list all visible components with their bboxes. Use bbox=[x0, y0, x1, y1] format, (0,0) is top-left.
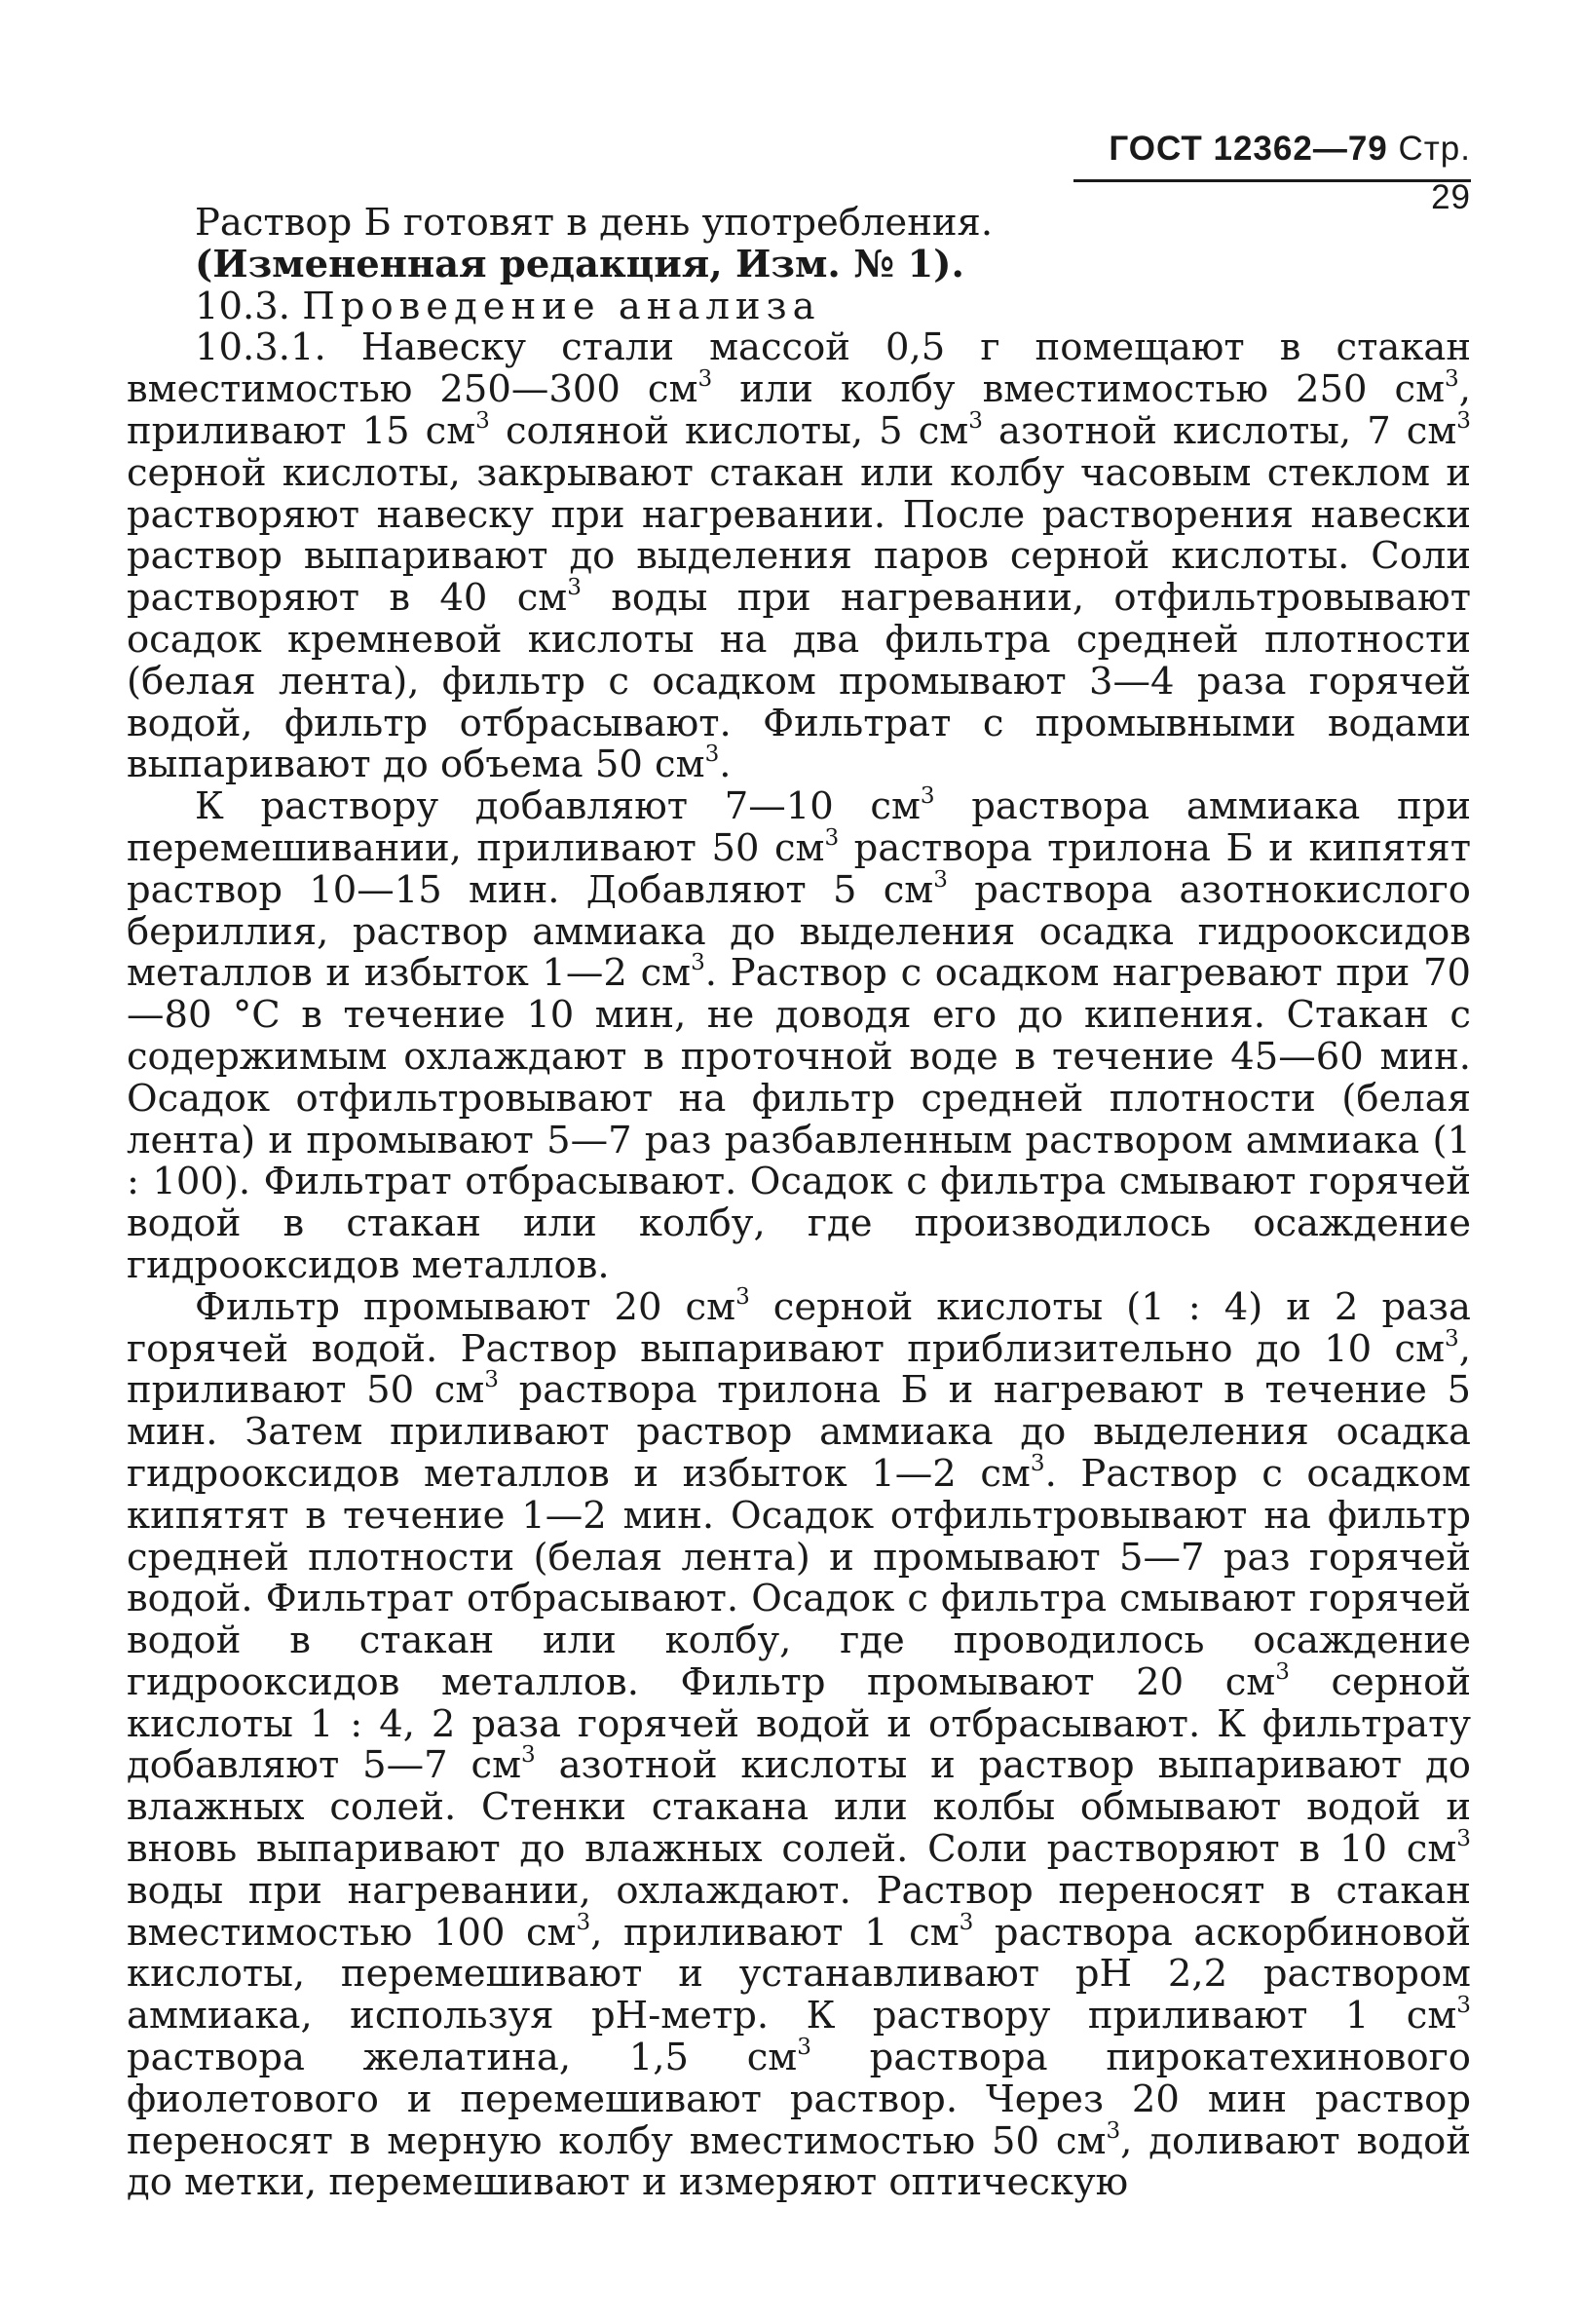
document-body bbox=[127, 203, 1471, 2204]
amendment-note: (Измененная редакция, Изм. № 1). bbox=[195, 242, 964, 286]
paragraph-10-3-1: 10.3.1. Навеску стали массой 0,5 г помещают в стакан вместимостью 250—300 $см^3$ или колбу вместимостью 250 $см^3$, приливают 15 $см^3$ соляной кислоты, 5 $см^3$ азотной кислоты, 7 $см^3$ серной кислоты, закрывают стакан или колбу часовым стеклом и растворяют навеску при нагревании. После растворения навески раствор выпаривают до выделения паров серной кислоты. Соли растворяют в 40 $см^3$ воды при нагревании, отфильтровывают осадок кремневой кислоты на два фильтра средней плотности (белая лента), фильтр с осадком промывают 3—4 раза горячей водой, фильтр отбрасывают. Фильтрат с промывными водами выпаривают до объема 50 $см^3$. bbox=[127, 325, 1471, 787]
paragraph-solution-b: Раствор Б готовят в день употребления. bbox=[195, 201, 994, 245]
standard-number: ГОСТ 12362—79 bbox=[1109, 130, 1388, 168]
paragraph-ammonia: К раствору добавляют 7—10 $см^3$ раствора аммиака при перемешивании, приливают 50 $см^3$ раствора трилона Б и кипятят раствор 10—15 мин. Добавляют 5 $см^3$ раствора азотнокислого бериллия, раствор аммиака до выделения осадка гидрооксидов металлов и избыток 1—2 $см^3$. Раствор с осадком нагревают при 70—80 °С в течение 10 мин, не доводя его до кипения. Стакан с содержимым охлаждают в проточной воде в течение 45—60 мин. Осадок отфильтровывают на фильтр средней плотности (белая лента) и промывают 5—7 раз разбавленным раствором аммиака (1 : 100). Фильтрат отбрасывают. Осадок с фильтра смывают горячей водой в стакан или колбу, где производилось осаждение гидрооксидов металлов. bbox=[127, 783, 1471, 1287]
section-heading bbox=[127, 286, 1471, 328]
section-title: Проведение анализа bbox=[302, 284, 821, 328]
page-number: Стр. 29 bbox=[1398, 130, 1471, 216]
page-header bbox=[1073, 125, 1471, 216]
paragraph-filter: Фильтр промывают 20 $см^3$ серной кислоты (1 : 4) и 2 раза горячей водой. Раствор выпаривают приблизительно до 10 $см^3$, приливают 50 $см^3$ раствора трилона Б и нагревают в течение 5 мин. Затем приливают раствор аммиака до выделения осадка гидрооксидов металлов и избыток 1—2 $см^3$. Раствор с осадком кипятят в течение 1—2 мин. Осадок отфильтровывают на фильтр средней плотности (белая лента) и промывают 5—7 раз горячей водой. Фильтрат отбрасывают. Осадок с фильтра смывают горячей водой в стакан или колбу, где проводилось осаждение гидрооксидов металлов. Фильтр промывают 20 $см^3$ серной кислоты 1 : 4, 2 раза горячей водой и отбрасывают. К фильтрату добавляют 5—7 $см^3$ азотной кислоты и раствор выпаривают до влажных солей. Стенки стакана или колбы обмывают водой и вновь выпаривают до влажных солей. Соли растворяют в 10 $см^3$ воды при нагревании, охлаждают. Раствор переносят в стакан вместимостью 100 $см^3$, приливают 1 $см^3$ раствора аскорбиновой кислоты, перемешивают и устанавливают рН 2,2 раствором аммиака, используя рН-метр. К раствору приливают 1 $см^3$ раствора желатина, 1,5 $см^3$ раствора пирокатехинового фиолетового и перемешивают раствор. Через 20 мин раствор переносят в мерную колбу вместимостью 50 $см^3$, доливают водой до метки, перемешивают и измеряют оптическую bbox=[127, 1283, 1471, 2205]
section-number: 10.3. bbox=[195, 284, 290, 328]
